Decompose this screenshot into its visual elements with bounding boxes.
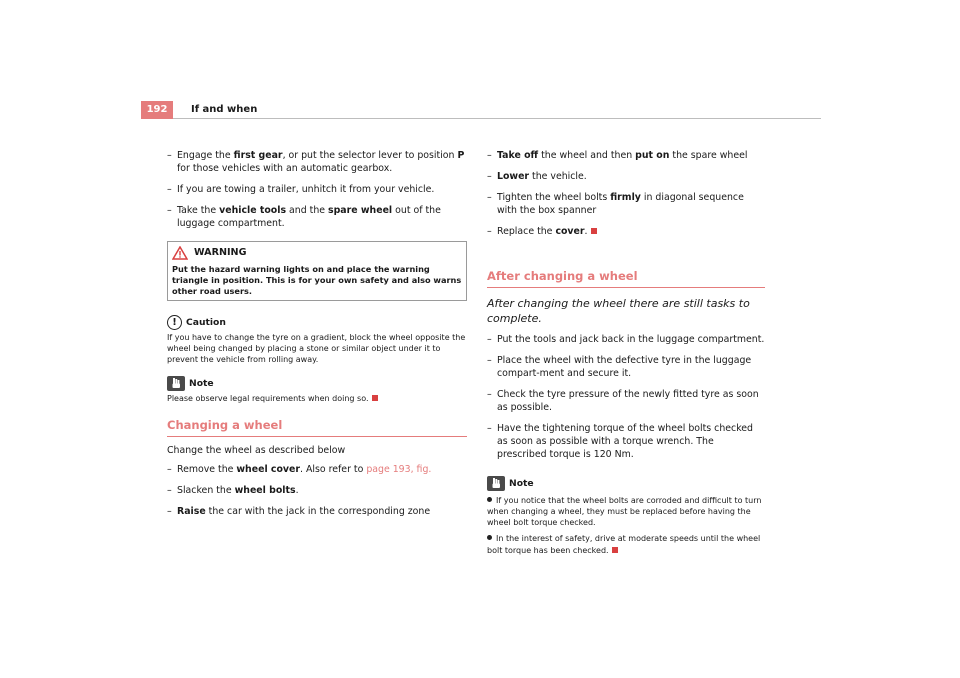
section-title-after-changing: After changing a wheel — [487, 268, 638, 283]
step-tighten-bolts: – Tighten the wheel bolts firmly in diagonal sequence with the box spanner — [487, 192, 765, 218]
page-reference-link[interactable]: page 193, fig. — [366, 463, 432, 475]
header-divider — [173, 118, 821, 119]
note-bullet: In the interest of safety, drive at moderate speeds until the wheel bolt torque has been checked. — [487, 534, 761, 555]
note-heading — [487, 476, 765, 491]
section-divider — [167, 436, 467, 437]
bullet-icon — [487, 535, 492, 540]
right-column — [487, 150, 765, 561]
warning-text: Put the hazard warning lights on and place the warning triangle in position. This is for your own safety and also warns other road users. — [172, 263, 462, 296]
page-number: 192 — [141, 101, 173, 119]
left-column — [167, 150, 467, 527]
caution-title: Caution — [186, 317, 226, 329]
note-title: Note — [189, 377, 214, 389]
step-raise-car: – Raise the car with the jack in the corresponding zone — [167, 506, 467, 519]
warning-triangle-icon — [172, 246, 188, 260]
end-of-section-square-icon — [612, 547, 618, 553]
note-hand-icon — [167, 376, 185, 391]
caution-text: If you have to change the tyre on a gradient, block the wheel opposite the wheel being changed by placing a stone or similar object under it to prevent the vehicle from rolling away. — [167, 333, 466, 365]
end-of-section-square-icon — [591, 228, 597, 234]
end-of-section-square-icon — [372, 395, 378, 401]
step-take-off-wheel: – Take off the wheel and then put on the spare wheel — [487, 150, 765, 163]
section-title-changing-wheel: Changing a wheel — [167, 417, 283, 432]
page-header — [141, 101, 821, 119]
note-hand-icon — [487, 476, 505, 491]
step-put-tools-back: – Put the tools and jack back in the luggage compartment. — [487, 334, 765, 347]
step-place-wheel: – Place the wheel with the defective tyre in the luggage compart-ment and secure it. — [487, 355, 765, 381]
step-replace-cover: – Replace the cover. — [487, 226, 765, 239]
warning-title: WARNING — [194, 247, 247, 259]
step-take-tools: – Take the vehicle tools and the spare wheel out of the luggage compartment. — [167, 205, 467, 231]
note-bullets — [487, 495, 765, 556]
step-lower-vehicle: – Lower the vehicle. — [487, 171, 765, 184]
step-remove-cover: – Remove the wheel cover. Also refer to page 193, fig. — [167, 464, 467, 477]
section-intro: Change the wheel as described below — [167, 444, 346, 456]
warning-box — [167, 241, 467, 301]
note-heading — [167, 376, 467, 391]
section-divider — [487, 287, 765, 288]
step-unhitch-trailer: – If you are towing a trailer, unhitch it from your vehicle. — [167, 184, 467, 197]
step-engage-gear: – Engage the first gear, or put the selector lever to position P for those vehicles with an automatic gearbox. — [167, 150, 467, 176]
bullet-icon — [487, 497, 492, 502]
note-title: Note — [509, 478, 534, 490]
note-text: Please observe legal requirements when doing so. — [167, 393, 467, 404]
step-check-torque: – Have the tightening torque of the wheel bolts checked as soon as possible with a torque wrench. The prescribed torque is 120 Nm. — [487, 423, 765, 462]
step-slacken-bolts: – Slacken the wheel bolts. — [167, 485, 467, 498]
caution-exclamation-icon: ! — [167, 315, 182, 330]
step-check-pressure: – Check the tyre pressure of the newly fitted tyre as soon as possible. — [487, 389, 765, 415]
caution-heading — [167, 315, 467, 330]
running-title: If and when — [191, 104, 258, 115]
note-bullet: If you notice that the wheel bolts are corroded and difficult to turn when changing a wheel, they must be replaced before having the wheel bolt torque checked. — [487, 495, 762, 528]
section-intro: After changing the wheel there are still tasks to complete. — [487, 296, 750, 325]
